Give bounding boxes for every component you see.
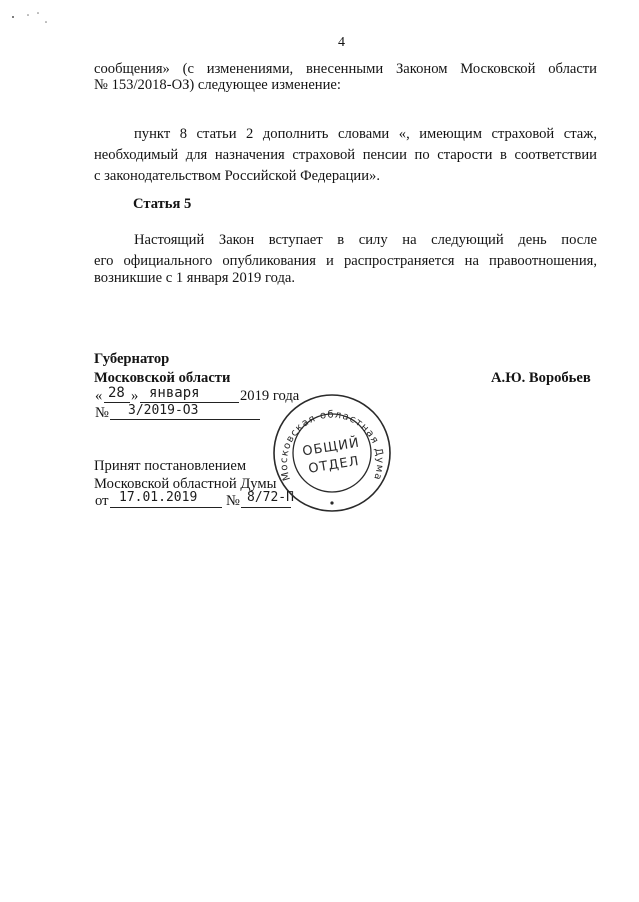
article-text-line-2: его официального опубликования и распространяется на правоотношения, [94, 253, 597, 269]
scan-specks [0, 0, 60, 30]
paragraph-intro-line-2: № 153/2018-ОЗ) следующее изменение: [94, 77, 341, 93]
law-number: 3/2019-ОЗ [128, 403, 199, 418]
date-open-quote: « [95, 388, 103, 404]
law-number-underline [110, 419, 260, 420]
day-underline [104, 402, 130, 403]
amendment-line-2: необходимый для назначения страховой пенсии по старости в соответствии [94, 147, 597, 163]
article-text-line-3: возникшие с 1 января 2019 года. [94, 270, 296, 286]
date-close-quote: » [131, 388, 139, 404]
stamp-center-line-1: ОБЩИЙ [301, 435, 361, 460]
amendment-line-3: с законодательством Российской Федерации». [94, 168, 381, 184]
adoption-number-sign: № [226, 493, 240, 509]
date-day: 28 [108, 385, 125, 401]
official-stamp [270, 381, 394, 524]
signer-title [94, 350, 230, 388]
article-heading: Статья 5 [133, 196, 192, 212]
stamp-center-line-2: ОТДЕЛ [307, 453, 361, 477]
adoption-line-1: Принят постановлением [94, 458, 247, 474]
adoption-line-2: Московской областной Думы [94, 476, 277, 492]
date-year: 2019 года [240, 388, 300, 404]
adoption-number: 8/72-П [247, 490, 294, 505]
page-number: 4 [338, 35, 345, 50]
amendment-line-1: пункт 8 статьи 2 дополнить словами «, имеющим страховой стаж, [134, 126, 597, 142]
stamp-dot [330, 501, 333, 504]
law-number-sign: № [95, 405, 109, 421]
signer-title-line-1: Губернатор [94, 351, 170, 367]
stamp-ring-text: Московская областная Дума [278, 409, 386, 483]
adoption-date-prefix: от [95, 493, 109, 509]
signer-title-line-2: Московской области [94, 370, 231, 386]
signer-name: А.Ю. Воробьев [491, 370, 591, 386]
adoption-date: 17.01.2019 [119, 490, 198, 505]
date-month: января [149, 385, 200, 401]
paragraph-intro-line-1: сообщения» (с изменениями, внесенными Законом Московской области [94, 61, 597, 77]
adoption-date-underline [110, 507, 222, 508]
article-text-line-1: Настоящий Закон вступает в силу на следующий день после [134, 232, 597, 248]
